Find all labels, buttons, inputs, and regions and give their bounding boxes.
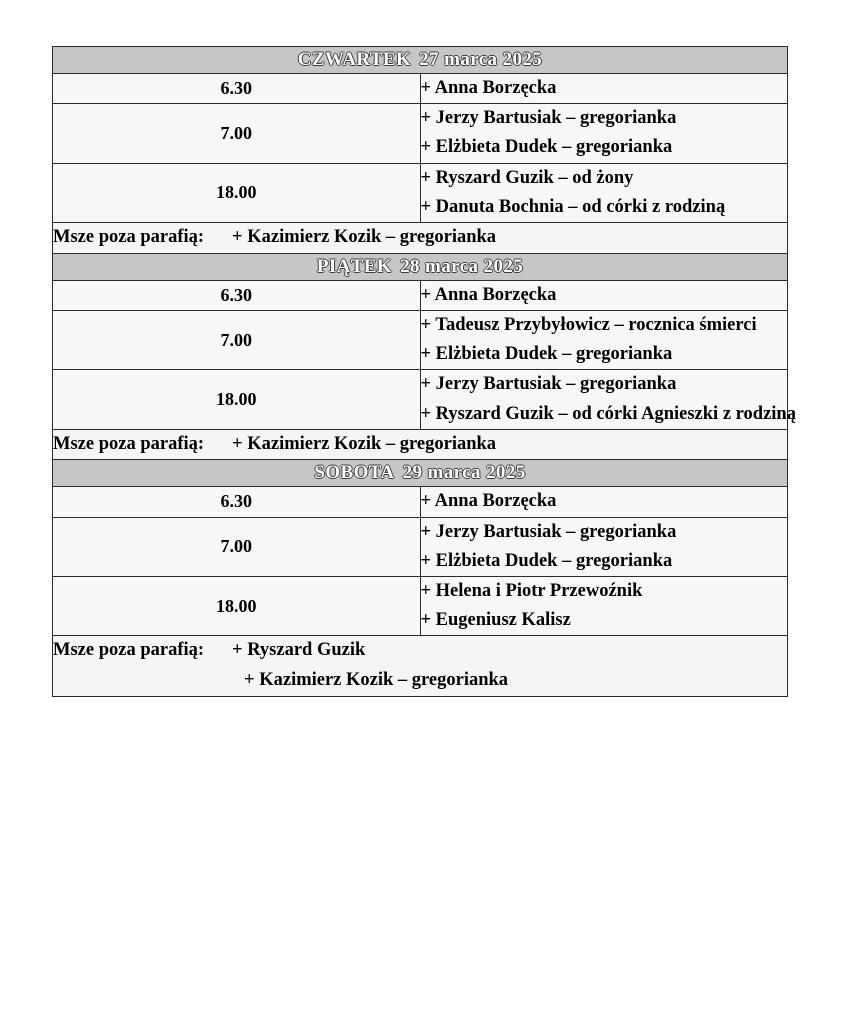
mass-slot-row (53, 74, 788, 104)
outside-parish-row (53, 636, 788, 696)
day-date: 27 marca 2025 (419, 49, 543, 70)
intention-line: + Tadeusz Przybyłowicz – rocznica śmierci (420, 314, 757, 335)
mass-intentions (420, 577, 788, 636)
outside-parish-line (53, 434, 496, 454)
mass-intentions (420, 74, 788, 104)
mass-time: 7.00 (53, 517, 421, 576)
intention-line: + Elżbieta Dudek – gregorianka (420, 137, 673, 158)
intention-line: + Eugeniusz Kalisz (420, 610, 571, 631)
mass-time: 6.30 (53, 487, 421, 517)
intention-line: + Jerzy Bartusiak – gregorianka (420, 108, 677, 129)
day-header-row (53, 253, 788, 280)
mass-slot-row (53, 370, 788, 429)
mass-slot-row (53, 280, 788, 310)
mass-intentions-document (52, 46, 796, 697)
mass-slot-row (53, 517, 788, 576)
outside-parish-items (204, 430, 496, 460)
mass-intentions (420, 310, 788, 369)
intention-line: + Anna Borzęcka (420, 78, 557, 98)
day-header-cell (53, 253, 788, 280)
outside-parish-cell (53, 223, 788, 254)
outside-parish-line (53, 227, 496, 247)
day-date: 29 marca 2025 (402, 462, 526, 484)
mass-intentions (420, 280, 788, 310)
mass-intentions (420, 517, 788, 576)
outside-parish-items (204, 223, 496, 253)
intention-line: + Jerzy Bartusiak – gregorianka (420, 374, 677, 395)
mass-time: 6.30 (53, 74, 421, 104)
mass-time: 18.00 (53, 370, 421, 429)
outside-parish-label: Msze poza parafią: (53, 640, 205, 661)
outside-parish-cell (53, 636, 788, 696)
mass-intentions (420, 104, 788, 163)
mass-slot-row (53, 104, 788, 163)
intention-line: + Jerzy Bartusiak – gregorianka (420, 521, 677, 542)
day-name: PIĄTEK (316, 255, 393, 277)
outside-parish-item: + Kazimierz Kozik – gregorianka (232, 227, 497, 248)
day-name: CZWARTEK (297, 49, 412, 70)
outside-parish-row (53, 429, 788, 460)
day-name: SOBOTA (314, 462, 395, 484)
outside-parish-item: + Ryszard Guzik (232, 640, 366, 661)
intention-line: + Helena i Piotr Przewoźnik (420, 581, 643, 602)
intention-line: + Elżbieta Dudek – gregorianka (420, 344, 673, 365)
day-date: 28 marca 2025 (400, 255, 524, 277)
schedule-body (53, 47, 796, 697)
mass-slot-row (53, 163, 788, 222)
mass-time: 7.00 (53, 310, 421, 369)
day-header-row (53, 47, 788, 74)
outside-parish-row (53, 223, 788, 254)
mass-time: 18.00 (53, 577, 421, 636)
intention-line: + Anna Borzęcka (420, 284, 557, 305)
mass-intentions (420, 487, 788, 517)
day-header-row (53, 460, 788, 487)
mass-time: 6.30 (53, 280, 421, 310)
outside-parish-line (53, 640, 509, 691)
day-header-cell (53, 47, 788, 74)
outside-parish-item: + Kazimierz Kozik – gregorianka (232, 433, 497, 454)
outside-parish-items (204, 636, 508, 695)
mass-intentions (420, 163, 788, 222)
mass-intentions (420, 370, 796, 429)
outside-parish-label: Msze poza parafią: (53, 433, 205, 454)
mass-slot-row (53, 487, 788, 517)
outside-parish-label: Msze poza parafią: (53, 227, 205, 248)
day-header-cell (53, 460, 788, 487)
intention-line: + Elżbieta Dudek – gregorianka (420, 550, 673, 571)
intention-line: + Anna Borzęcka (420, 491, 557, 512)
intention-line: + Ryszard Guzik – od córki Agnieszki z rodziną (420, 403, 796, 424)
mass-time: 7.00 (53, 104, 421, 163)
outside-parish-item: + Kazimierz Kozik – gregorianka (244, 670, 509, 691)
mass-slot-row (53, 577, 788, 636)
mass-schedule-table (52, 46, 796, 697)
intention-line: + Danuta Bochnia – od córki z rodziną (420, 196, 726, 217)
mass-time: 18.00 (53, 163, 421, 222)
intention-line: + Ryszard Guzik – od żony (420, 167, 634, 188)
mass-slot-row (53, 310, 788, 369)
outside-parish-cell (53, 429, 788, 460)
